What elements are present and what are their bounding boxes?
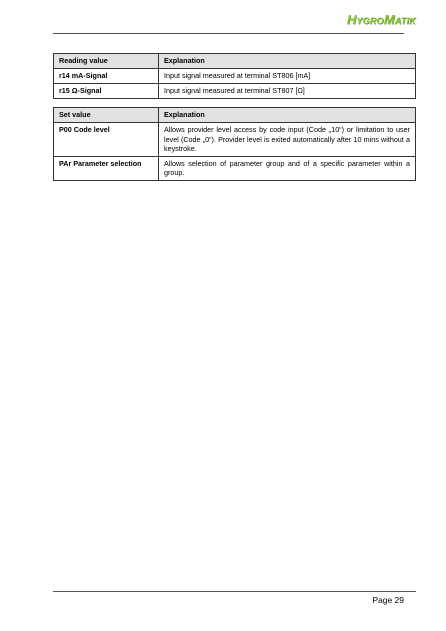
table-row xyxy=(54,156,416,180)
set-name-cell: P00 Code level xyxy=(54,123,159,157)
reading-value-table xyxy=(53,53,416,99)
logo-part: ATIK xyxy=(394,16,416,26)
logo-part: YGRO xyxy=(356,16,384,26)
column-header: Reading value xyxy=(54,54,159,69)
explanation-cell: Allows selection of parameter group and of a specific parameter within a group. xyxy=(159,156,416,180)
set-name-cell: PAr Parameter selection xyxy=(54,156,159,180)
logo-part: H xyxy=(346,12,357,27)
column-header: Explanation xyxy=(159,108,416,123)
footer-divider xyxy=(53,591,416,592)
reading-name-cell: r14 mA-Signal xyxy=(54,69,159,84)
column-header: Set value xyxy=(54,108,159,123)
table-row xyxy=(54,69,416,84)
table-header-row xyxy=(54,54,416,69)
reading-name-cell: r15 Ω-Signal xyxy=(54,84,159,99)
hygromatik-logo xyxy=(347,12,416,27)
explanation-cell: Allows provider level access by code input (Code „10“) or limitation to user level (Code „0“). Provider level is exited automatically after 10 mins without a keystroke. xyxy=(159,123,416,157)
header-divider xyxy=(53,33,404,34)
explanation-cell: Input signal measured at terminal ST806 [mA] xyxy=(159,69,416,84)
table-row xyxy=(54,123,416,157)
page-number: Page 29 xyxy=(372,595,404,605)
column-header: Explanation xyxy=(159,54,416,69)
explanation-cell: Input signal measured at terminal ST807 [Ω] xyxy=(159,84,416,99)
set-value-table xyxy=(53,107,416,181)
table-row xyxy=(54,84,416,99)
table-header-row xyxy=(54,108,416,123)
logo-part: M xyxy=(383,12,395,27)
